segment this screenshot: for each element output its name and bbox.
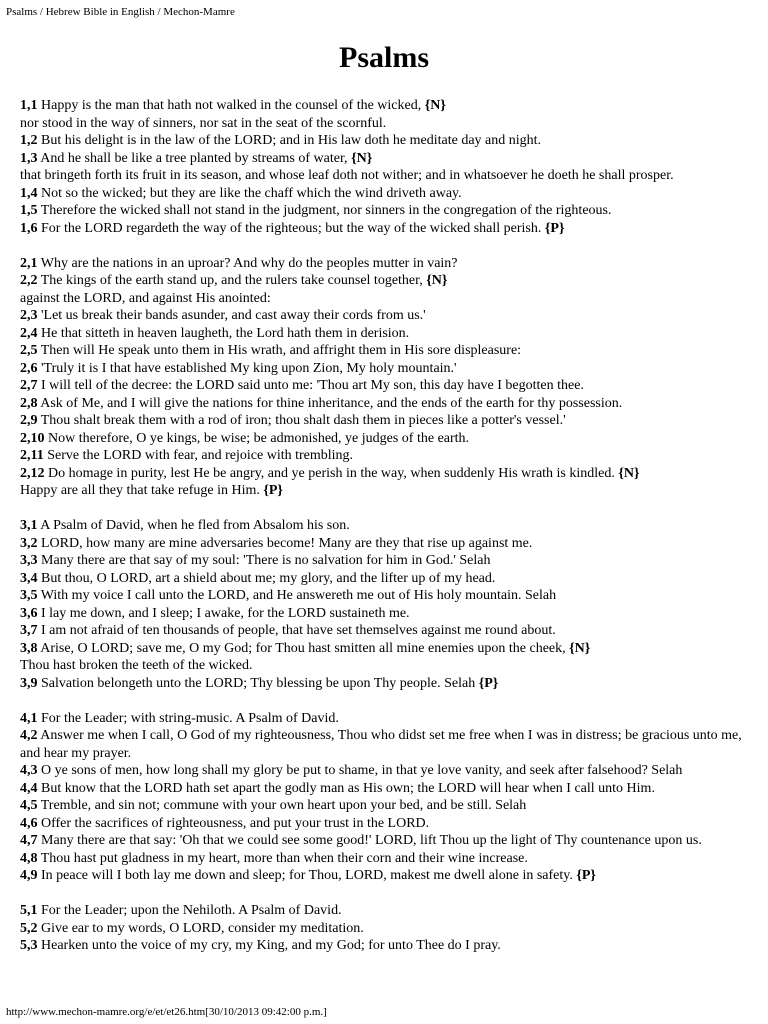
verse-text: With my voice I call unto the LORD, and He answereth me out of His holy mountain. Selah — [37, 588, 557, 603]
verse-line — [20, 132, 748, 150]
verse-number: 3,9 — [20, 675, 38, 691]
verse-text: Happy are all they that take refuge in Him. — [20, 483, 264, 498]
verse-number: 4,7 — [20, 833, 38, 848]
verse-line — [20, 535, 748, 553]
paragraph-marker: {N} — [424, 98, 446, 113]
verse-number: 1,3 — [20, 150, 38, 166]
verse-line — [20, 202, 748, 220]
verse-line — [20, 902, 748, 920]
paragraph-marker: {P} — [263, 483, 283, 498]
verse-text: Give ear to my words, O LORD, consider my meditation. — [37, 920, 364, 936]
paragraph-marker: {N} — [351, 150, 373, 166]
paragraph-marker: {P} — [544, 220, 565, 236]
verse-text: And he shall be like a tree planted by streams of water, — [37, 150, 352, 166]
verse-number: 5,2 — [20, 920, 38, 936]
verse-line — [20, 605, 748, 623]
verse-text: For the Leader; upon the Nehiloth. A Psalm of David. — [37, 903, 342, 918]
verse-number: 2,6 — [20, 360, 38, 376]
verse-number: 1,2 — [20, 133, 38, 148]
paragraph-marker: {N} — [618, 465, 640, 481]
verse-number: 4,1 — [20, 710, 38, 726]
verse-line — [20, 482, 748, 500]
verse-text: LORD, how many are mine adversaries become! Many are they that rise up against me. — [37, 535, 533, 551]
verse-number: 3,4 — [20, 570, 38, 586]
verse-number: 4,6 — [20, 815, 38, 831]
verse-number: 4,4 — [20, 780, 38, 796]
paragraph-marker: {P} — [576, 868, 596, 883]
chapter-block — [20, 710, 748, 885]
verse-text: Why are the nations in an uproar? And why do the peoples mutter in vain? — [37, 255, 458, 271]
verse-text: Now therefore, O ye kings, be wise; be admonished, ye judges of the earth. — [44, 430, 470, 446]
verse-text: Offer the sacrifices of righteousness, and put your trust in the LORD. — [37, 815, 430, 831]
verse-line — [20, 115, 748, 133]
verse-line — [20, 780, 748, 798]
verse-text: I lay me down, and I sleep; I awake, for the LORD sustaineth me. — [37, 605, 410, 621]
verse-text: He that sitteth in heaven laugheth, the Lord hath them in derision. — [37, 325, 410, 341]
verse-number: 2,1 — [20, 255, 38, 271]
verse-text: Therefore the wicked shall not stand in the judgment, nor sinners in the congregation of the righteous. — [37, 203, 612, 218]
verse-text: In peace will I both lay me down and sleep; for Thou, LORD, makest me dwell alone in safety. — [37, 868, 577, 883]
verse-text: But his delight is in the law of the LORD; and in His law doth he meditate day and night. — [37, 133, 542, 148]
verse-line — [20, 342, 748, 360]
verse-line — [20, 675, 748, 693]
paragraph-marker: {N} — [569, 640, 591, 656]
verse-text: 'Truly it is I that have established My king upon Zion, My holy mountain.' — [37, 360, 457, 376]
verse-text: Tremble, and sin not; commune with your own heart upon your bed, and be still. Selah — [37, 798, 527, 813]
verse-number: 4,8 — [20, 850, 38, 866]
verse-text: Arise, O LORD; save me, O my God; for Thou hast smitten all mine enemies upon the cheek, — [37, 640, 570, 656]
verse-text: Not so the wicked; but they are like the chaff which the wind driveth away. — [37, 185, 462, 201]
verse-line — [20, 622, 748, 640]
verse-number: 1,6 — [20, 220, 38, 236]
verse-number: 3,5 — [20, 588, 38, 603]
verse-line — [20, 377, 748, 395]
chapter-block — [20, 902, 748, 955]
verse-text: Happy is the man that hath not walked in the counsel of the wicked, — [37, 98, 425, 113]
verse-number: 2,9 — [20, 413, 38, 428]
verse-text: nor stood in the way of sinners, nor sat in the seat of the scornful. — [20, 115, 387, 131]
verse-line — [20, 430, 748, 448]
verse-number: 2,2 — [20, 273, 38, 288]
verse-line — [20, 797, 748, 815]
verse-text: that bringeth forth its fruit in its season, and whose leaf doth not wither; and in whatsoever he doeth he shall prosper. — [20, 168, 674, 183]
verse-number: 4,5 — [20, 798, 38, 813]
verse-text: Ask of Me, and I will give the nations for thine inheritance, and the ends of the earth for thy possession. — [37, 395, 623, 411]
verse-line — [20, 920, 748, 938]
verse-line — [20, 325, 748, 343]
verse-number: 1,1 — [20, 98, 38, 113]
verse-number: 3,6 — [20, 605, 38, 621]
verse-line — [20, 657, 748, 675]
verse-text: But know that the LORD hath set apart the godly man as His own; the LORD will hear when I call unto Him. — [37, 780, 655, 796]
verse-text: Many there are that say: 'Oh that we could see some good!' LORD, lift Thou up the light of Thy countenance upon us. — [37, 833, 702, 848]
chapter-block — [20, 517, 748, 692]
verse-line — [20, 587, 748, 605]
verse-line — [20, 570, 748, 588]
verse-text: Thou hast broken the teeth of the wicked. — [20, 658, 253, 673]
verse-text: against the LORD, and against His anointed: — [20, 290, 271, 306]
verse-number: 3,8 — [20, 640, 38, 656]
verse-text: O ye sons of men, how long shall my glory be put to shame, in that ye love vanity, and seek after falsehood? Selah — [37, 763, 683, 778]
verse-number: 2,12 — [20, 465, 45, 481]
verse-line — [20, 727, 748, 762]
verse-number: 5,1 — [20, 903, 38, 918]
verse-line — [20, 307, 748, 325]
verse-text: For the Leader; with string-music. A Psalm of David. — [37, 710, 339, 726]
verse-number: 2,3 — [20, 308, 38, 323]
verse-line — [20, 360, 748, 378]
page-title: Psalms — [339, 41, 429, 74]
verse-text: 'Let us break their bands asunder, and cast away their cords from us.' — [37, 308, 426, 323]
chapter-block — [20, 255, 748, 500]
verse-text: Many there are that say of my soul: 'There is no salvation for him in God.' Selah — [37, 553, 491, 568]
page-header: Psalms / Hebrew Bible in English / Mechon-Mamre — [6, 6, 235, 18]
verse-line — [20, 850, 748, 868]
verse-number: 3,7 — [20, 623, 38, 638]
scripture-text — [20, 97, 748, 972]
verse-line — [20, 937, 748, 955]
verse-number: 2,10 — [20, 430, 45, 446]
verse-text: But thou, O LORD, art a shield about me; my glory, and the lifter up of my head. — [37, 570, 496, 586]
verse-text: Serve the LORD with fear, and rejoice with trembling. — [43, 448, 354, 463]
verse-number: 5,3 — [20, 938, 38, 953]
verse-text: For the LORD regardeth the way of the righteous; but the way of the wicked shall perish. — [37, 220, 545, 236]
verse-line — [20, 97, 748, 115]
verse-text: Do homage in purity, lest He be angry, and ye perish in the way, when suddenly His wrath is kindled. — [44, 465, 619, 481]
chapter-block — [20, 97, 748, 237]
verse-number: 2,8 — [20, 395, 38, 411]
verse-number: 2,5 — [20, 343, 38, 358]
verse-number: 2,7 — [20, 378, 38, 393]
verse-line — [20, 185, 748, 203]
verse-line — [20, 290, 748, 308]
paragraph-marker: {N} — [426, 273, 448, 288]
verse-line — [20, 465, 748, 483]
verse-number: 4,2 — [20, 728, 38, 743]
verse-line — [20, 167, 748, 185]
verse-text: Then will He speak unto them in His wrath, and affright them in His sore displeasure: — [37, 343, 522, 358]
verse-text: Thou shalt break them with a rod of iron; thou shalt dash them in pieces like a potter's vessel.' — [37, 413, 566, 428]
verse-number: 3,1 — [20, 518, 38, 533]
verse-text: I will tell of the decree: the LORD said unto me: 'Thou art My son, this day have I begotten thee. — [37, 378, 584, 393]
verse-number: 3,3 — [20, 553, 38, 568]
verse-text: A Psalm of David, when he fled from Absalom his son. — [37, 518, 350, 533]
verse-number: 3,2 — [20, 535, 38, 551]
verse-number: 1,4 — [20, 185, 38, 201]
verse-line — [20, 762, 748, 780]
verse-number: 4,9 — [20, 868, 38, 883]
verse-line — [20, 272, 748, 290]
verse-text: Answer me when I call, O God of my righteousness, Thou who didst set me free when I was in distress; be gracious unto me, and hear my prayer. — [20, 728, 746, 761]
paragraph-marker: {P} — [478, 675, 499, 691]
verse-line — [20, 255, 748, 273]
verse-line — [20, 552, 748, 570]
verse-number: 2,4 — [20, 325, 38, 341]
verse-line — [20, 832, 748, 850]
verse-line — [20, 447, 748, 465]
verse-number: 4,3 — [20, 763, 38, 778]
verse-line — [20, 867, 748, 885]
verse-text: I am not afraid of ten thousands of people, that have set themselves against me round about. — [37, 623, 556, 638]
verse-text: Salvation belongeth unto the LORD; Thy blessing be upon Thy people. Selah — [37, 675, 479, 691]
verse-line — [20, 150, 748, 168]
verse-line — [20, 220, 748, 238]
verse-line — [20, 640, 748, 658]
verse-line — [20, 395, 748, 413]
verse-line — [20, 517, 748, 535]
verse-text: The kings of the earth stand up, and the rulers take counsel together, — [37, 273, 427, 288]
verse-line — [20, 412, 748, 430]
verse-text: Thou hast put gladness in my heart, more than when their corn and their wine increase. — [37, 850, 528, 866]
page-footer-url: http://www.mechon-mamre.org/e/et/et26.htm[30/10/2013 09:42:00 p.m.] — [6, 1006, 327, 1018]
verse-number: 2,11 — [20, 448, 44, 463]
verse-number: 1,5 — [20, 203, 38, 218]
verse-text: Hearken unto the voice of my cry, my King, and my God; for unto Thee do I pray. — [37, 938, 501, 953]
verse-line — [20, 815, 748, 833]
verse-line — [20, 710, 748, 728]
